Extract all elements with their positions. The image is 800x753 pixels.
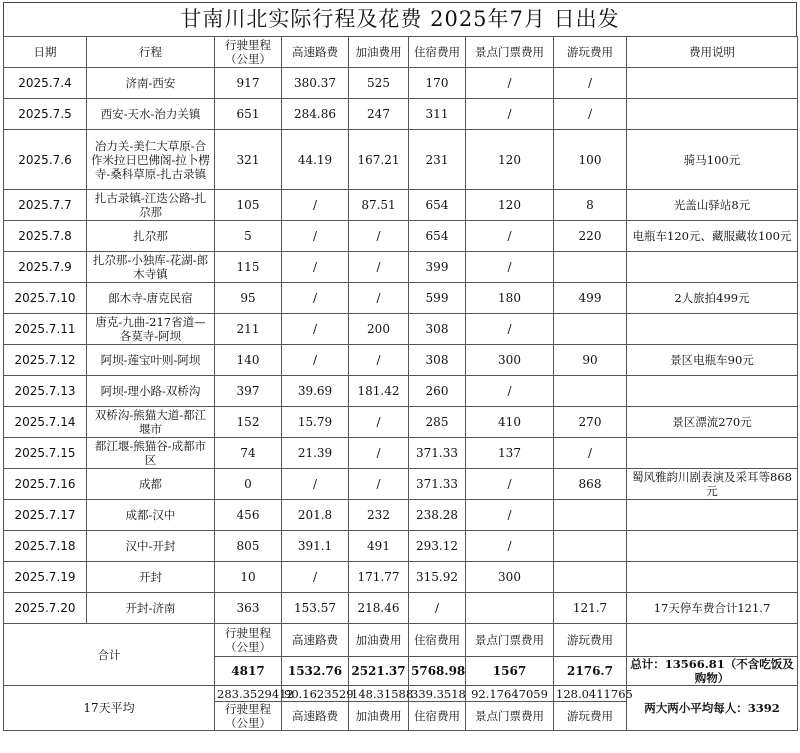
total-value: 5768.98: [409, 657, 466, 686]
cell-date: 2025.7.14: [4, 407, 87, 438]
cell-toll: 284.86: [282, 99, 349, 130]
cell-fuel: 232: [349, 500, 409, 531]
average-column-header: 高速路费: [282, 702, 349, 731]
cell-ticket: 300: [466, 562, 554, 593]
cell-km: 805: [215, 531, 282, 562]
cell-fuel: /: [349, 221, 409, 252]
cell-km: 321: [215, 130, 282, 190]
table-row: [4, 252, 798, 283]
total-note: 总计：13566.81（不含吃饭及购物）: [627, 657, 798, 686]
cell-date: 2025.7.7: [4, 190, 87, 221]
cell-note: 骑马100元: [627, 130, 798, 190]
cell-note: 2人旅拍499元: [627, 283, 798, 314]
cell-route: 开封-济南: [87, 593, 215, 624]
cell-hotel: 311: [409, 99, 466, 130]
cell-fuel: 181.42: [349, 376, 409, 407]
total-value: 2521.37: [349, 657, 409, 686]
cell-fuel: /: [349, 345, 409, 376]
cell-km: 152: [215, 407, 282, 438]
cell-fuel: 218.46: [349, 593, 409, 624]
cell-toll: 15.79: [282, 407, 349, 438]
column-header: 行程: [87, 37, 215, 68]
cell-km: 211: [215, 314, 282, 345]
total-column-header: 住宿费用: [409, 624, 466, 657]
table-row: [4, 130, 798, 190]
cell-route: 扎尕那-小独库-花湖-郎木寺镇: [87, 252, 215, 283]
average-note: 两大两小平均每人：3392: [627, 686, 798, 731]
cell-fuel: /: [349, 407, 409, 438]
cell-hotel: 371.33: [409, 438, 466, 469]
cell-note: 景区电瓶车90元: [627, 345, 798, 376]
cell-ticket: /: [466, 99, 554, 130]
expense-sheet: [3, 2, 797, 731]
cell-toll: 39.69: [282, 376, 349, 407]
cell-note: 蜀风雅韵川剧表演及采耳等868元: [627, 469, 798, 500]
cell-hotel: 654: [409, 221, 466, 252]
cell-fuel: /: [349, 469, 409, 500]
cell-play: 868: [554, 469, 627, 500]
cell-ticket: /: [466, 252, 554, 283]
table-row: [4, 221, 798, 252]
cell-km: 105: [215, 190, 282, 221]
column-header: 景点门票费用: [466, 37, 554, 68]
average-value: 90.1623529: [282, 686, 349, 702]
cell-toll: /: [282, 190, 349, 221]
average-column-header: 住宿费用: [409, 702, 466, 731]
cell-route: 成都-汉中: [87, 500, 215, 531]
total-note-spacer: [627, 624, 798, 657]
cell-hotel: 308: [409, 314, 466, 345]
column-header: 游玩费用: [554, 37, 627, 68]
cell-note: [627, 531, 798, 562]
cell-route: 冶力关-美仁大草原-合作米拉日巴佛阁-拉卜楞寺-桑科草原-扎古录镇: [87, 130, 215, 190]
cell-toll: /: [282, 345, 349, 376]
average-label: 17天平均: [4, 686, 215, 731]
cell-toll: 380.37: [282, 68, 349, 99]
cell-hotel: /: [409, 593, 466, 624]
cell-play: 220: [554, 221, 627, 252]
cell-date: 2025.7.15: [4, 438, 87, 469]
total-column-header: 加油费用: [349, 624, 409, 657]
cell-fuel: /: [349, 438, 409, 469]
cell-play: [554, 562, 627, 593]
cell-date: 2025.7.13: [4, 376, 87, 407]
cell-hotel: 293.12: [409, 531, 466, 562]
average-column-header: 行驶里程（公里）: [215, 702, 282, 731]
table-row: [4, 314, 798, 345]
cell-hotel: 170: [409, 68, 466, 99]
cell-km: 74: [215, 438, 282, 469]
cell-km: 140: [215, 345, 282, 376]
cell-date: 2025.7.10: [4, 283, 87, 314]
cell-note: [627, 314, 798, 345]
cell-play: /: [554, 438, 627, 469]
cell-note: 电瓶车120元、藏服藏妆100元: [627, 221, 798, 252]
cell-km: 95: [215, 283, 282, 314]
cell-date: 2025.7.6: [4, 130, 87, 190]
average-value: 339.3518: [409, 686, 466, 702]
average-value: 283.3529412: [215, 686, 282, 702]
cell-toll: /: [282, 469, 349, 500]
cell-note: [627, 500, 798, 531]
total-column-header: 高速路费: [282, 624, 349, 657]
table-row: [4, 500, 798, 531]
cell-fuel: 171.77: [349, 562, 409, 593]
average-column-header: 游玩费用: [554, 702, 627, 731]
cell-hotel: 371.33: [409, 469, 466, 500]
cell-ticket: [466, 593, 554, 624]
cell-play: 270: [554, 407, 627, 438]
cell-note: [627, 99, 798, 130]
cell-route: 西安-天水-治力关镇: [87, 99, 215, 130]
column-header: 日期: [4, 37, 87, 68]
cell-ticket: /: [466, 500, 554, 531]
total-column-header: 游玩费用: [554, 624, 627, 657]
average-value: 128.0411765: [554, 686, 627, 702]
cell-ticket: 120: [466, 190, 554, 221]
cell-toll: 21.39: [282, 438, 349, 469]
cell-route: 扎古录镇-江迭公路-扎尕那: [87, 190, 215, 221]
table-row: [4, 593, 798, 624]
cell-route: 阿坝-理小路-双桥沟: [87, 376, 215, 407]
table-row: [4, 376, 798, 407]
cell-fuel: /: [349, 283, 409, 314]
cell-fuel: 525: [349, 68, 409, 99]
cell-route: 阿坝-莲宝叶则-阿坝: [87, 345, 215, 376]
cell-date: 2025.7.19: [4, 562, 87, 593]
cell-ticket: 180: [466, 283, 554, 314]
cell-toll: 44.19: [282, 130, 349, 190]
column-header: 高速路费: [282, 37, 349, 68]
cell-fuel: 491: [349, 531, 409, 562]
cell-toll: /: [282, 562, 349, 593]
cell-date: 2025.7.12: [4, 345, 87, 376]
cell-route: 双桥沟-熊猫大道-都江堰市: [87, 407, 215, 438]
table-row: [4, 469, 798, 500]
cell-toll: 201.8: [282, 500, 349, 531]
cell-km: 917: [215, 68, 282, 99]
cell-play: 100: [554, 130, 627, 190]
average-column-header: 加油费用: [349, 702, 409, 731]
column-header: 加油费用: [349, 37, 409, 68]
cell-toll: /: [282, 221, 349, 252]
cell-ticket: 300: [466, 345, 554, 376]
cell-hotel: 238.28: [409, 500, 466, 531]
cell-hotel: 654: [409, 190, 466, 221]
cell-date: 2025.7.18: [4, 531, 87, 562]
cell-km: 10: [215, 562, 282, 593]
cell-km: 0: [215, 469, 282, 500]
cell-note: 17天停车费合计121.7: [627, 593, 798, 624]
average-values-row: [4, 686, 798, 702]
cell-route: 开封: [87, 562, 215, 593]
cell-route: 成都: [87, 469, 215, 500]
cell-route: 都江堰-熊猫谷-成都市区: [87, 438, 215, 469]
total-header-row: [4, 624, 798, 657]
cell-play: 8: [554, 190, 627, 221]
cell-hotel: 285: [409, 407, 466, 438]
cell-note: [627, 68, 798, 99]
total-value: 1567: [466, 657, 554, 686]
cell-note: [627, 562, 798, 593]
cell-toll: /: [282, 283, 349, 314]
total-label: 合计: [4, 624, 215, 686]
table-row: [4, 407, 798, 438]
total-value: 1532.76: [282, 657, 349, 686]
column-header: 行驶里程（公里）: [215, 37, 282, 68]
cell-note: 景区漂流270元: [627, 407, 798, 438]
table-row: [4, 68, 798, 99]
cell-play: [554, 314, 627, 345]
cell-date: 2025.7.11: [4, 314, 87, 345]
table-row: [4, 562, 798, 593]
cell-hotel: 231: [409, 130, 466, 190]
cell-hotel: 399: [409, 252, 466, 283]
cell-note: [627, 438, 798, 469]
cell-fuel: /: [349, 252, 409, 283]
cell-km: 651: [215, 99, 282, 130]
cell-hotel: 260: [409, 376, 466, 407]
average-column-header: 景点门票费用: [466, 702, 554, 731]
total-column-header: 景点门票费用: [466, 624, 554, 657]
expense-table: [3, 36, 798, 731]
cell-play: 121.7: [554, 593, 627, 624]
table-row: [4, 283, 798, 314]
cell-play: [554, 376, 627, 407]
cell-date: 2025.7.8: [4, 221, 87, 252]
cell-route: 唐克-九曲-217省道—各莫寺-阿坝: [87, 314, 215, 345]
cell-km: 5: [215, 221, 282, 252]
table-row: [4, 438, 798, 469]
total-value: 2176.7: [554, 657, 627, 686]
cell-fuel: 200: [349, 314, 409, 345]
table-row: [4, 531, 798, 562]
cell-route: 济南-西安: [87, 68, 215, 99]
cell-toll: /: [282, 314, 349, 345]
cell-toll: /: [282, 252, 349, 283]
cell-date: 2025.7.20: [4, 593, 87, 624]
cell-fuel: 167.21: [349, 130, 409, 190]
average-value: 92.17647059: [466, 686, 554, 702]
cell-km: 363: [215, 593, 282, 624]
cell-play: /: [554, 68, 627, 99]
column-header: 费用说明: [627, 37, 798, 68]
total-value: 4817: [215, 657, 282, 686]
cell-ticket: /: [466, 221, 554, 252]
cell-km: 456: [215, 500, 282, 531]
cell-route: 汉中-开封: [87, 531, 215, 562]
cell-play: [554, 252, 627, 283]
cell-route: 郎木寺-唐克民宿: [87, 283, 215, 314]
total-column-header: 行驶里程（公里）: [215, 624, 282, 657]
cell-toll: 153.57: [282, 593, 349, 624]
cell-km: 115: [215, 252, 282, 283]
cell-fuel: 247: [349, 99, 409, 130]
cell-toll: 391.1: [282, 531, 349, 562]
cell-hotel: 308: [409, 345, 466, 376]
cell-play: [554, 500, 627, 531]
cell-ticket: 137: [466, 438, 554, 469]
header-row: [4, 37, 798, 68]
cell-hotel: 315.92: [409, 562, 466, 593]
table-row: [4, 190, 798, 221]
cell-play: /: [554, 99, 627, 130]
cell-ticket: 120: [466, 130, 554, 190]
cell-fuel: 87.51: [349, 190, 409, 221]
cell-ticket: /: [466, 376, 554, 407]
column-header: 住宿费用: [409, 37, 466, 68]
cell-ticket: 410: [466, 407, 554, 438]
sheet-title: 甘南川北实际行程及花费 2025年7月 日出发: [3, 2, 797, 36]
cell-date: 2025.7.4: [4, 68, 87, 99]
cell-note: [627, 252, 798, 283]
cell-play: 90: [554, 345, 627, 376]
cell-play: 499: [554, 283, 627, 314]
cell-ticket: /: [466, 314, 554, 345]
cell-route: 扎尕那: [87, 221, 215, 252]
cell-note: [627, 376, 798, 407]
cell-ticket: /: [466, 68, 554, 99]
cell-note: 光盖山驿站8元: [627, 190, 798, 221]
cell-date: 2025.7.16: [4, 469, 87, 500]
cell-date: 2025.7.9: [4, 252, 87, 283]
cell-date: 2025.7.5: [4, 99, 87, 130]
table-row: [4, 99, 798, 130]
cell-play: [554, 531, 627, 562]
cell-ticket: /: [466, 469, 554, 500]
cell-date: 2025.7.17: [4, 500, 87, 531]
average-value: 148.31588: [349, 686, 409, 702]
cell-km: 397: [215, 376, 282, 407]
cell-hotel: 599: [409, 283, 466, 314]
cell-ticket: /: [466, 531, 554, 562]
table-row: [4, 345, 798, 376]
